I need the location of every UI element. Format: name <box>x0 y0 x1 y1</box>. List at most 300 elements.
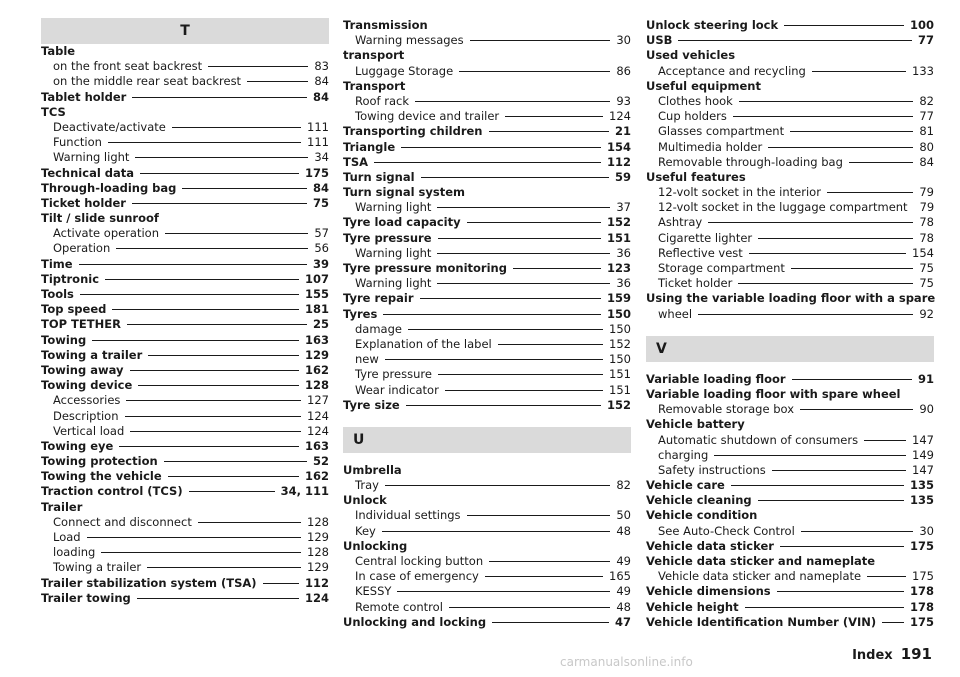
leader-line <box>148 355 299 356</box>
entry-text: Towing <box>41 332 87 347</box>
entry-text: Warning light <box>355 276 432 291</box>
page-reference: 59 <box>614 169 631 184</box>
leader-line <box>208 66 308 67</box>
index-entry[interactable] <box>41 333 329 348</box>
leader-line <box>864 440 906 441</box>
index-subentry[interactable] <box>646 524 934 539</box>
index-subentry[interactable] <box>343 33 631 48</box>
index-subentry[interactable] <box>343 322 631 337</box>
entry-text: 12-volt socket in the interior <box>658 185 821 200</box>
leader-line <box>749 253 906 254</box>
index-subentry[interactable] <box>41 120 329 135</box>
page-reference: 154 <box>606 139 631 154</box>
page-reference: 112 <box>304 575 329 590</box>
index-subentry[interactable] <box>41 545 329 560</box>
index-entry[interactable] <box>343 261 631 276</box>
leader-line <box>401 147 601 148</box>
page-reference: 82 <box>919 93 934 108</box>
entry-text: Wear indicator <box>355 382 439 397</box>
index-subentry[interactable] <box>343 109 631 124</box>
index-heading: TCS <box>41 104 66 119</box>
leader-line <box>383 314 601 315</box>
leader-line <box>698 314 913 315</box>
page-reference: 111 <box>307 119 329 134</box>
page-reference: 151 <box>609 382 631 397</box>
index-subentry[interactable] <box>41 409 329 424</box>
index-subentry[interactable] <box>343 64 631 79</box>
index-entry[interactable] <box>343 170 631 185</box>
leader-line <box>449 607 610 608</box>
leader-line <box>172 127 301 128</box>
entry-text: Clothes hook <box>658 93 733 108</box>
entry-text: Towing the vehicle <box>41 469 162 484</box>
index-entry[interactable] <box>41 378 329 393</box>
index-entry[interactable] <box>343 398 631 413</box>
index-entry[interactable] <box>41 469 329 484</box>
leader-line <box>130 431 301 432</box>
entry-text: Towing a trailer <box>41 347 143 362</box>
leader-line <box>168 476 299 477</box>
index-subentry[interactable] <box>41 515 329 530</box>
leader-line <box>438 238 601 239</box>
page-reference: 77 <box>919 109 934 124</box>
index-entry[interactable] <box>41 363 329 378</box>
leader-line <box>105 279 299 280</box>
index-entry[interactable] <box>343 307 631 322</box>
index-subentry[interactable] <box>646 64 934 79</box>
entry-text: on the front seat backrest <box>53 59 203 74</box>
page-reference: 49 <box>616 554 631 568</box>
leader-line <box>119 446 299 447</box>
index-subentry[interactable] <box>343 584 631 599</box>
page-reference: 75 <box>919 276 934 291</box>
index-entry[interactable] <box>343 124 631 139</box>
index-subentry[interactable] <box>343 246 631 261</box>
index-entry[interactable] <box>646 478 934 493</box>
page-reference: 48 <box>616 523 631 538</box>
entry-text: Towing away <box>41 362 124 377</box>
entry-text: Function <box>53 135 102 150</box>
page-reference: 159 <box>606 291 631 306</box>
page-reference: 52 <box>312 454 329 469</box>
page-reference: 36 <box>616 245 631 260</box>
page-reference: 21 <box>614 124 631 139</box>
entry-text: TOP TETHER <box>41 317 121 332</box>
entry-text: Unlock steering lock <box>646 18 779 32</box>
index-entry[interactable] <box>343 215 631 230</box>
entry-text: Time <box>41 256 73 271</box>
entry-text: Vehicle Identification Number (VIN) <box>646 614 877 629</box>
page-reference: 84 <box>312 89 329 104</box>
page-reference: 124 <box>307 408 329 423</box>
page-reference: 84 <box>314 74 329 89</box>
index-subentry[interactable] <box>343 94 631 109</box>
page-reference: 155 <box>304 287 329 301</box>
entry-text: charging <box>658 447 709 462</box>
entry-text: Variable loading floor <box>646 371 786 386</box>
page-reference: 129 <box>304 347 329 362</box>
page-reference: 178 <box>909 599 934 614</box>
entry-text: Storage compartment <box>658 261 785 275</box>
entry-text: Deactivate/activate <box>53 119 166 134</box>
leader-line <box>758 500 904 501</box>
page-reference: 163 <box>304 332 329 347</box>
index-column-2 <box>343 18 631 630</box>
index-entry[interactable] <box>343 155 631 170</box>
leader-line <box>79 264 307 265</box>
index-heading: Variable loading floor with spare wheel <box>646 386 901 401</box>
page-reference: 86 <box>616 63 631 78</box>
index-subentry[interactable] <box>646 569 934 584</box>
index-subentry[interactable] <box>343 554 631 569</box>
entry-text: Vehicle cleaning <box>646 493 752 508</box>
leader-line <box>80 294 299 295</box>
page-reference: 30 <box>616 33 631 48</box>
page-reference: 162 <box>304 469 329 484</box>
index-subentry[interactable] <box>343 276 631 291</box>
index-entry[interactable] <box>41 181 329 196</box>
leader-line <box>467 515 611 516</box>
page-reference: 154 <box>912 245 934 260</box>
page-reference: 79 <box>919 185 934 200</box>
leader-line <box>489 131 609 132</box>
page-reference: 48 <box>616 599 631 614</box>
leader-line <box>772 470 906 471</box>
leader-line <box>498 344 603 345</box>
page-reference: 123 <box>606 261 631 275</box>
index-entry[interactable] <box>646 493 934 508</box>
index-heading: Using the variable loading floor with a spare <box>646 291 936 306</box>
index-heading: Table <box>41 44 76 58</box>
leader-line <box>263 583 299 584</box>
entry-text: Ashtray <box>658 215 703 230</box>
leader-line <box>406 405 601 406</box>
leader-line <box>792 379 912 380</box>
page-reference: 128 <box>307 514 329 529</box>
entry-text: Top speed <box>41 302 107 317</box>
leader-line <box>882 622 904 623</box>
leader-line <box>801 531 914 532</box>
page-reference: 127 <box>307 393 329 408</box>
leader-line <box>492 622 609 623</box>
leader-line <box>758 238 913 239</box>
leader-line <box>421 177 609 178</box>
index-heading: Turn signal system <box>343 185 466 200</box>
page-reference: 57 <box>314 226 329 241</box>
index-entry[interactable] <box>41 317 329 332</box>
index-entry[interactable] <box>646 18 934 33</box>
page-reference: 34, 111 <box>280 484 329 499</box>
leader-line <box>112 309 299 310</box>
index-entry[interactable] <box>41 196 329 211</box>
entry-text: Cigarette lighter <box>658 230 753 245</box>
index-subentry[interactable] <box>646 246 934 261</box>
leader-line <box>135 157 308 158</box>
leader-line <box>182 188 307 189</box>
index-subentry[interactable] <box>646 94 934 109</box>
entry-text: Towing eye <box>41 438 114 453</box>
page-reference: 133 <box>912 63 934 78</box>
index-subentry[interactable] <box>646 140 934 155</box>
index-entry[interactable] <box>646 539 934 554</box>
page-reference: 75 <box>919 261 934 275</box>
index-subentry[interactable] <box>646 276 934 291</box>
index-subentry[interactable] <box>41 424 329 439</box>
index-entry[interactable] <box>41 90 329 105</box>
index-entry[interactable] <box>646 372 934 387</box>
page-reference: 147 <box>912 432 934 447</box>
leader-line <box>489 561 610 562</box>
index-entry[interactable] <box>41 287 329 302</box>
page-reference: 135 <box>909 478 934 493</box>
index-entry[interactable] <box>41 257 329 272</box>
index-subentry[interactable] <box>646 433 934 448</box>
entry-text: Multimedia holder <box>658 139 763 154</box>
index-entry[interactable] <box>343 615 631 630</box>
index-subentry[interactable] <box>646 215 934 230</box>
index-subentry[interactable] <box>41 135 329 150</box>
index-entry[interactable] <box>41 484 329 499</box>
entry-text: Tablet holder <box>41 89 127 104</box>
index-subentry[interactable] <box>646 307 934 322</box>
entry-text: Central locking button <box>355 554 484 568</box>
leader-line <box>791 268 913 269</box>
index-entry[interactable] <box>343 291 631 306</box>
leader-line <box>415 101 610 102</box>
page-reference: 30 <box>919 523 934 538</box>
index-entry[interactable] <box>646 33 934 48</box>
index-subentry[interactable] <box>343 200 631 215</box>
entry-text: Vehicle data sticker <box>646 538 774 553</box>
page-reference: 129 <box>307 530 329 544</box>
entry-text: Traction control (TCS) <box>41 484 183 499</box>
entry-text: Safety instructions <box>658 462 766 477</box>
leader-line <box>800 409 913 410</box>
page-reference: 93 <box>616 93 631 108</box>
index-subentry[interactable] <box>646 448 934 463</box>
leader-line <box>733 116 913 117</box>
entry-text: Warning messages <box>355 33 464 48</box>
index-entry[interactable] <box>41 272 329 287</box>
index-subentry[interactable] <box>41 226 329 241</box>
index-entry[interactable] <box>41 454 329 469</box>
entry-text: Through-loading bag <box>41 180 177 195</box>
index-entry[interactable] <box>41 348 329 363</box>
index-entry[interactable] <box>41 439 329 454</box>
page-reference: 75 <box>312 195 329 210</box>
entry-text: Trailer stabilization system (TSA) <box>41 575 257 590</box>
leader-line <box>127 324 307 325</box>
page-reference: 25 <box>312 317 329 332</box>
page-reference: 83 <box>314 59 329 74</box>
index-heading: Vehicle condition <box>646 508 758 523</box>
entry-text: Cup holders <box>658 109 727 124</box>
page-reference: 150 <box>606 306 631 321</box>
page-reference: 100 <box>909 18 934 32</box>
index-letter-heading: V <box>646 336 934 362</box>
leader-line <box>445 390 603 391</box>
index-subentry[interactable] <box>343 352 631 367</box>
page-reference: 151 <box>609 367 631 382</box>
index-entry[interactable] <box>41 591 329 606</box>
leader-line <box>382 531 611 532</box>
index-subentry[interactable] <box>41 530 329 545</box>
index-subentry[interactable] <box>646 231 934 246</box>
index-subentry[interactable] <box>343 383 631 398</box>
page-reference: 175 <box>912 569 934 584</box>
index-heading: Useful features <box>646 169 746 184</box>
leader-line <box>745 607 904 608</box>
entry-text: Reflective vest <box>658 245 743 260</box>
leader-line <box>827 192 913 193</box>
entry-text: Explanation of the label <box>355 336 492 351</box>
leader-line <box>739 101 914 102</box>
page-reference: 163 <box>304 438 329 453</box>
entry-text: Tyres <box>343 306 378 321</box>
entry-text: Automatic shutdown of consumers <box>658 432 859 447</box>
page-reference: 151 <box>606 230 631 245</box>
index-subentry[interactable] <box>343 524 631 539</box>
entry-text: Ticket holder <box>41 195 126 210</box>
page-reference: 128 <box>307 545 329 560</box>
leader-line <box>385 485 610 486</box>
index-subentry[interactable] <box>646 463 934 478</box>
index-subentry[interactable] <box>343 600 631 615</box>
index-subentry[interactable] <box>41 393 329 408</box>
entry-text: Activate operation <box>53 226 159 241</box>
page-reference: 39 <box>312 256 329 271</box>
index-subentry[interactable] <box>646 261 934 276</box>
index-subentry[interactable] <box>343 569 631 584</box>
entry-text: Vehicle data sticker and nameplate <box>658 569 862 584</box>
index-subentry[interactable] <box>343 478 631 493</box>
entry-text: Triangle <box>343 139 396 154</box>
index-subentry[interactable] <box>41 59 329 74</box>
index-entry[interactable] <box>343 231 631 246</box>
entry-text: See Auto-Check Control <box>658 523 795 538</box>
index-entry[interactable] <box>646 615 934 630</box>
leader-line <box>438 374 603 375</box>
entry-text: on the middle rear seat backrest <box>53 74 242 89</box>
index-subentry[interactable] <box>41 560 329 575</box>
entry-text: Load <box>53 530 81 544</box>
index-heading: Vehicle data sticker and nameplate <box>646 554 876 568</box>
leader-line <box>731 485 904 486</box>
leader-line <box>397 591 610 592</box>
index-subentry[interactable] <box>41 150 329 165</box>
entry-text: Individual settings <box>355 508 461 523</box>
page-reference: 149 <box>912 447 934 462</box>
page-reference: 150 <box>609 321 631 336</box>
leader-line <box>130 370 299 371</box>
index-entry[interactable] <box>343 140 631 155</box>
index-heading: Used vehicles <box>646 48 736 63</box>
index-entry[interactable] <box>646 584 934 599</box>
leader-line <box>678 40 912 41</box>
entry-text: Connect and disconnect <box>53 514 192 529</box>
index-subentry[interactable] <box>343 337 631 352</box>
page-reference: 112 <box>606 154 631 169</box>
index-subentry[interactable] <box>646 124 934 139</box>
leader-line <box>138 385 299 386</box>
entry-text: Vehicle height <box>646 599 739 614</box>
index-subentry[interactable] <box>646 109 934 124</box>
index-subentry[interactable] <box>646 402 934 417</box>
index-subentry[interactable] <box>343 508 631 523</box>
page-reference: 78 <box>919 230 934 245</box>
page-reference: 152 <box>606 397 631 412</box>
index-heading: Transport <box>343 78 406 93</box>
entry-text: Accessories <box>53 393 121 408</box>
entry-text: Remote control <box>355 599 443 614</box>
page-reference: 79 <box>919 200 935 215</box>
leader-line <box>87 537 301 538</box>
leader-line <box>470 40 611 41</box>
entry-text: Tyre size <box>343 397 400 412</box>
leader-line <box>437 207 610 208</box>
page-reference: 129 <box>307 560 329 575</box>
leader-line <box>812 71 906 72</box>
entry-text: damage <box>355 321 402 336</box>
entry-text: Towing device and trailer <box>355 109 500 124</box>
page-footer <box>852 645 932 663</box>
index-subentry[interactable] <box>41 241 329 256</box>
leader-line <box>132 97 307 98</box>
entry-text: Tyre load capacity <box>343 215 461 230</box>
entry-text: In case of emergency <box>355 569 479 584</box>
index-entry[interactable] <box>41 576 329 591</box>
index-entry[interactable] <box>41 302 329 317</box>
leader-line <box>777 591 904 592</box>
page-reference: 91 <box>917 371 934 386</box>
entry-text: Description <box>53 408 119 423</box>
entry-text: Tyre pressure <box>343 230 432 245</box>
entry-text: 12-volt socket in the luggage compartment <box>658 200 908 215</box>
page-reference: 135 <box>909 493 934 508</box>
page-reference: 80 <box>919 139 934 154</box>
leader-line <box>198 522 301 523</box>
entry-text: Transporting children <box>343 124 483 139</box>
page-reference: 124 <box>609 109 631 124</box>
entry-text: Tray <box>355 478 379 493</box>
index-subentry[interactable] <box>646 155 934 170</box>
entry-text: Towing protection <box>41 454 158 469</box>
page-reference: 49 <box>616 584 631 599</box>
page-reference: 150 <box>609 352 631 367</box>
leader-line <box>408 329 603 330</box>
index-entry[interactable] <box>646 600 934 615</box>
page-reference: 165 <box>609 569 631 584</box>
entry-text: Roof rack <box>355 93 410 108</box>
index-subentry[interactable] <box>343 367 631 382</box>
index-subentry[interactable] <box>646 200 934 215</box>
index-entry[interactable] <box>41 166 329 181</box>
entry-text: Technical data <box>41 165 135 180</box>
page-reference: 111 <box>307 135 329 150</box>
entry-text: Towing a trailer <box>53 560 142 575</box>
entry-text: Trailer towing <box>41 590 131 605</box>
entry-text: Key <box>355 523 376 538</box>
leader-line <box>849 162 913 163</box>
leader-line <box>137 598 299 599</box>
index-subentry[interactable] <box>646 185 934 200</box>
index-subentry[interactable] <box>41 74 329 89</box>
entry-text: Removable storage box <box>658 402 794 417</box>
page-reference: 152 <box>606 215 631 230</box>
leader-line <box>513 268 601 269</box>
entry-text: Turn signal <box>343 169 415 184</box>
page-reference: 37 <box>616 200 631 215</box>
